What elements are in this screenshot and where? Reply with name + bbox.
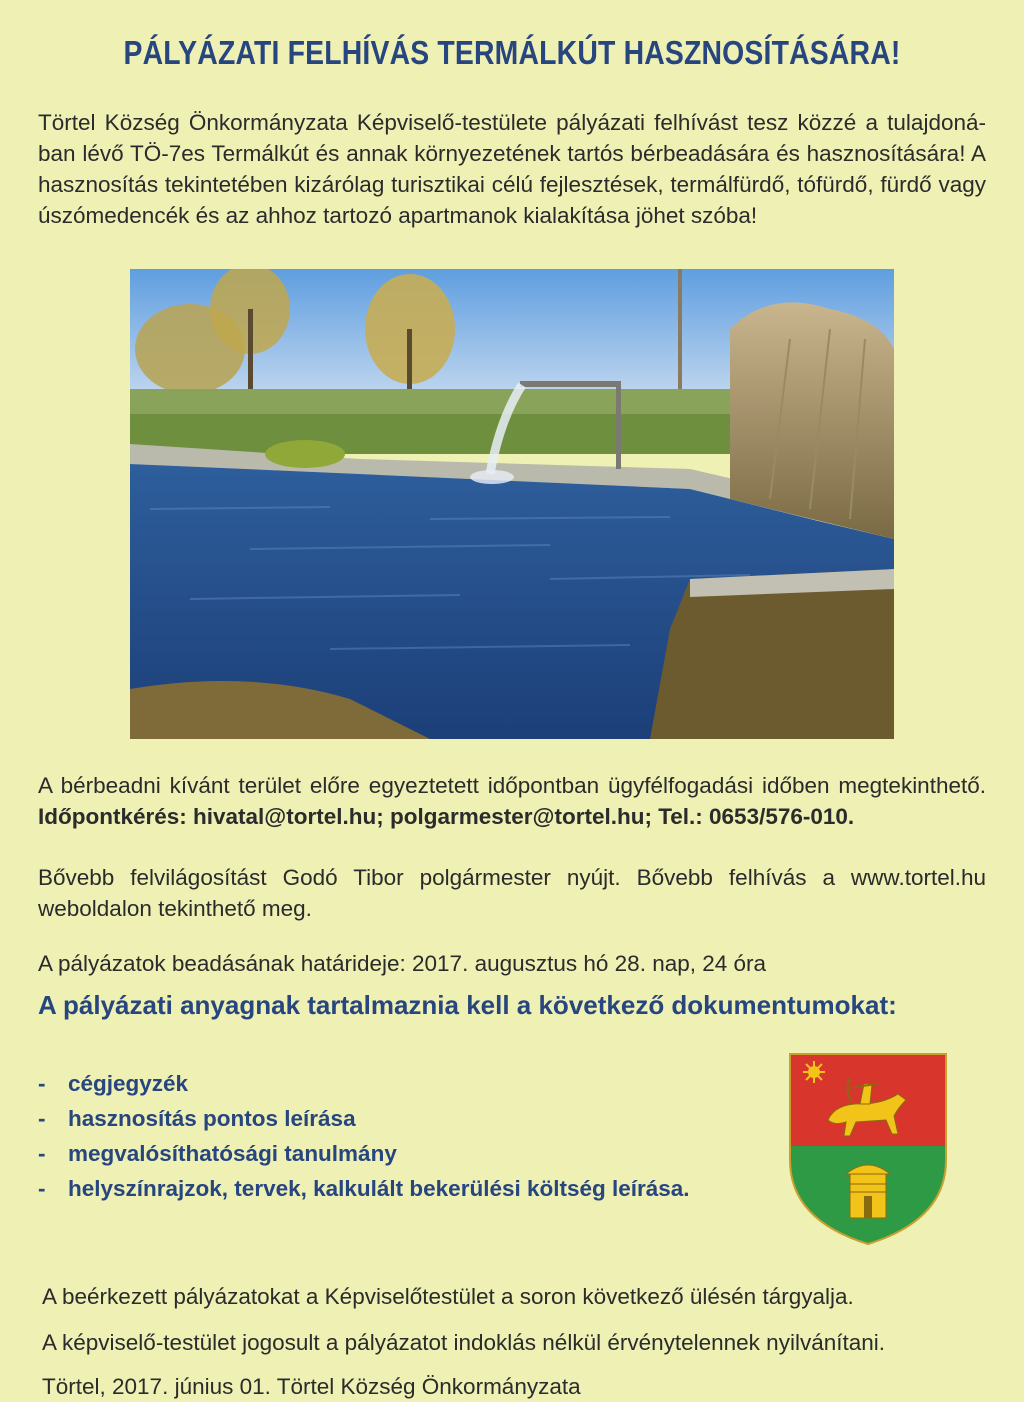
deadline-paragraph: A pályázatok beadásának határideje: 2017. augusztus hó 28. nap, 24 óra xyxy=(38,951,767,976)
list-item: - helyszínrajzok, tervek, kalkulált bekerülési költség leírása. xyxy=(38,1176,690,1201)
footer-line-1: A beérkezett pályázatokat a Képviselőtestület a soron következő ülésén tárgyalja. xyxy=(42,1284,854,1309)
viewing-text: A bérbeadni kívánt terület előre egyeztetett időpontban ügyfélfogadási időben megtekinthető. xyxy=(38,773,986,798)
requirements-heading: A pályázati anyagnak tartalmaznia kell a következő dokumentumokat: xyxy=(38,990,897,1020)
footer-line-2: A képviselő-testület jogosult a pályázatot indoklás nélkül érvénytelennek nyilvánítani. xyxy=(42,1330,886,1355)
list-item: - cégjegyzék xyxy=(38,1071,189,1096)
notice-title: PÁLYÁZATI FELHÍVÁS TERMÁLKÚT HASZNOSÍTÁSÁRA! xyxy=(123,34,901,71)
coat-of-arms-icon xyxy=(786,1050,950,1246)
footer-signature: Törtel, 2017. június 01. Törtel Község Önkormányzata xyxy=(42,1374,581,1399)
viewing-paragraph xyxy=(38,770,986,832)
list-item: - megvalósíthatósági tanulmány xyxy=(38,1141,397,1166)
list-item: - hasznosítás pontos leírása xyxy=(38,1106,356,1131)
requirements-list xyxy=(38,1066,758,1206)
info-paragraph: Bővebb felvilágosítást Godó Tibor polgármester nyújt. Bővebb felhívás a www.tortel.hu weboldalon tekinthető meg. xyxy=(38,865,986,921)
thermal-well-photo xyxy=(130,269,894,739)
intro-paragraph: Törtel Község Önkormányzata Képviselő-testülete pályázati felhívást tesz közzé a tulajdonában lévő TÖ-7es Termálkút és annak környezetének tartós bérbeadására és hasznosítására! A hasznosítás tekintetében kizárólag turisztikai célú fejlesztések, termálfürdő, tófürdő, fürdő vagy úszómedencék és az ahhoz tartozó apartmanok kialakítása jöhet szóba! xyxy=(38,110,986,228)
pond-image xyxy=(130,269,894,739)
contact-info: Időpontkérés: hivatal@tortel.hu; polgarmester@tortel.hu; Tel.: 0653/576-010. xyxy=(38,804,855,829)
